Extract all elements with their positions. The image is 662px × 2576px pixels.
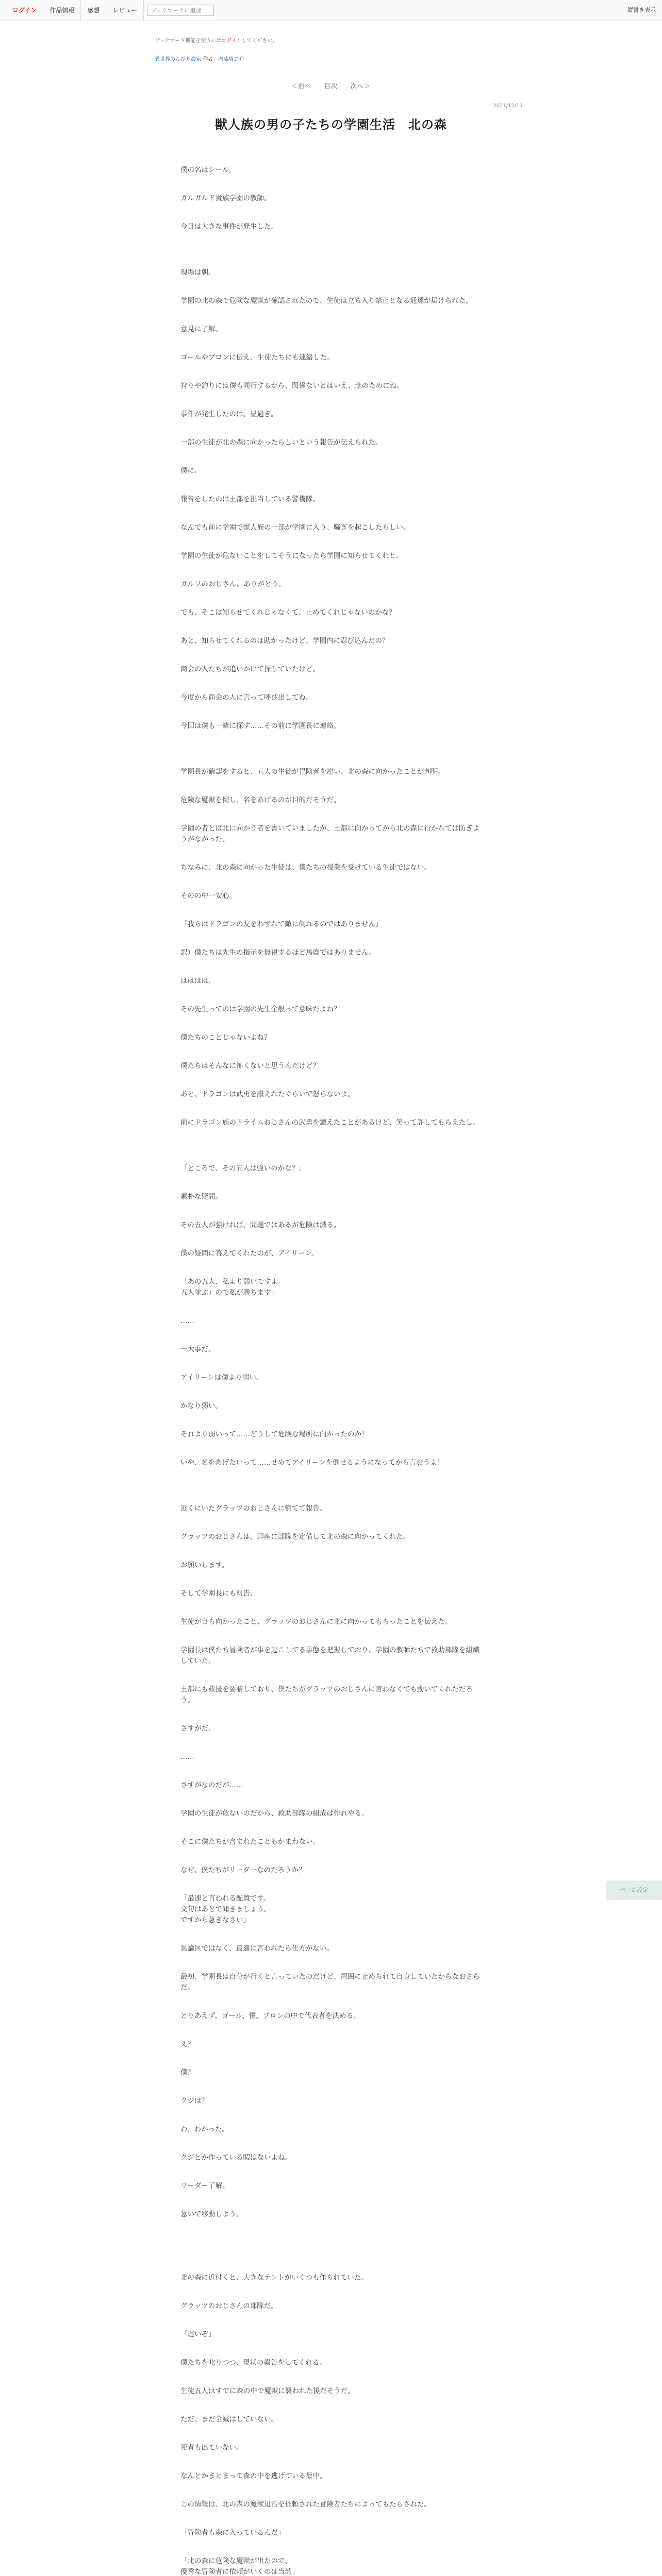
body-paragraph: はははは。: [180, 977, 216, 985]
body-paragraph: ガルガルド貴族学園の教師。: [180, 194, 271, 202]
paragraph-spacer: [180, 232, 485, 250]
paragraph-spacer: [180, 1383, 485, 1401]
body-paragraph: 近くにいたグラッツのおじさんに慌てて報告。: [180, 1504, 327, 1513]
body-paragraph: それより弱いって……どうして危険な場所に向かったのか！: [180, 1430, 369, 1438]
paragraph-spacer: [180, 1876, 485, 1893]
paragraph-spacer: [180, 902, 485, 919]
body-paragraph: わ、わかった。: [180, 2125, 229, 2133]
body-paragraph: そこに僕たちが含まれたこともかまわない。: [180, 1838, 320, 1846]
body-paragraph: 学園長は僕たち冒険者が事を起こしてる事態を把握しており、学園の教師たちで救助部隊を組織していた。: [180, 1646, 480, 1665]
body-paragraph: え？: [180, 2040, 194, 2048]
paragraph-spacer: [180, 1926, 485, 1943]
paragraph-spacer: [180, 732, 485, 749]
paragraph-spacer: [180, 2397, 485, 2414]
paragraph-spacer: [180, 1848, 485, 1865]
bookmark-note-prefix: ブックマーク機能を使うには: [155, 38, 222, 44]
paragraph-spacer: [180, 2078, 485, 2096]
paragraph-spacer: [180, 1440, 485, 1458]
paragraph-spacer: [180, 703, 485, 721]
paragraph-spacer: [180, 2312, 485, 2329]
paragraph-spacer: [180, 204, 485, 222]
bookmark-note: [155, 36, 278, 44]
paragraph-spacer: [180, 2192, 485, 2209]
body-paragraph: そして学園長にも報告。: [180, 1589, 257, 1598]
body-paragraph: 学園の生徒が危ないのだから、救助部隊の組成は作れやる。: [180, 1809, 369, 1818]
paragraph-spacer: [180, 1543, 485, 1560]
paragraph-spacer: [180, 2538, 485, 2556]
paragraph-spacer: [180, 307, 485, 324]
post-date: 2021/12/11: [493, 103, 523, 109]
body-paragraph: 「我らはドラゴンの友をわずれて敵に倒れるのではありません」: [180, 920, 383, 928]
login-link[interactable]: ログイン: [0, 0, 43, 21]
top-bar: [0, 0, 662, 21]
body-paragraph: 前にドラゴン族のドライムおじさんの武勇を讃えたことがあるけど、笑って許してもらえたし。: [180, 1118, 480, 1127]
paragraph-spacer: [180, 1599, 485, 1617]
paragraph-spacer: [180, 1954, 485, 1972]
body-paragraph: 今日は大きな事件が発生した。: [180, 223, 278, 231]
body-paragraph: グラッツのおじさんの部隊だ。: [180, 2302, 278, 2310]
body-paragraph: 「ところで、その五人は強いのかな？」: [180, 1164, 306, 1173]
paragraph-spacer: [180, 1571, 485, 1588]
body-paragraph: 僕？: [180, 2069, 194, 2077]
section-break: [180, 1486, 485, 1503]
paragraph-spacer: [180, 2510, 485, 2528]
paragraph-spacer: [180, 420, 485, 437]
body-paragraph: 僕たちはそんなに怖くないと思うんだけど？: [180, 1062, 320, 1070]
body-paragraph: ガルフのおじさん、ありがとう。: [180, 580, 286, 588]
work-info-link[interactable]: 作品情報: [43, 0, 81, 21]
body-paragraph: グラッツのおじさんは、即座に部隊を定備して北の森に向かってくれた。: [180, 1533, 410, 1541]
paragraph-spacer: [180, 2163, 485, 2181]
paragraph-spacer: [180, 278, 485, 296]
body-paragraph: 学園の者とは北に向かう者を書いていましたが、王都に向かってから北の森に行かれては防ぎようがなかった。: [180, 824, 480, 843]
body-paragraph: 「遅いぞ」: [180, 2330, 216, 2338]
paragraph-spacer: [180, 930, 485, 947]
body-paragraph: その五人が強ければ、問題ではあるが危険は減る。: [180, 1221, 341, 1229]
body-paragraph: でも、そこは知らせてくれじゃなくて、止めてくれじゃないのかな？: [180, 608, 396, 617]
body-paragraph: かなり弱い。: [180, 1402, 222, 1410]
section-break: [180, 1146, 485, 1163]
body-paragraph: リーダー了解。: [180, 2182, 229, 2190]
author-label: 作者：: [203, 57, 219, 62]
series-info: [155, 55, 244, 62]
body-paragraph: ちなみに、北の森に向かった生徒は、僕たちの授業を受けている生徒ではない。: [180, 863, 431, 872]
section-break: [180, 749, 485, 767]
body-paragraph: とりあえず、ゴール、僕、ブロンの中で代表者を決める。: [180, 2012, 360, 2020]
body-paragraph: 最初、学園長は自分が行くと言っていたのだけど、周囲に止められて自身していたからなおさらだ。: [180, 1973, 480, 1992]
body-paragraph: 僕たちを叱りつつ、現状の報告をしてくれる。: [180, 2359, 326, 2367]
body-paragraph: 僕に。: [180, 467, 202, 475]
paragraph-spacer: [180, 777, 485, 795]
body-paragraph: 事件が発生したのは、昼過ぎ。: [180, 410, 278, 418]
body-paragraph: ゴールやブロンに伝え、生徒たちにも連絡した。: [180, 353, 334, 362]
body-paragraph: 僕の名はシール。: [180, 166, 236, 174]
body-paragraph: 学園長が確認をすると、五人の生徒が冒険者を雇い、北の森に向かったことが判明。: [180, 768, 445, 776]
body-paragraph: 急いで移動しよう。: [180, 2210, 243, 2218]
body-paragraph: 狩りや釣りには僕も同行するから、関係ないとはいえ、念のためにね。: [180, 382, 404, 390]
paragraph-spacer: [180, 1100, 485, 1117]
body-paragraph: なんとかまとまって森の中を逃げている最中。: [180, 2472, 327, 2480]
body-paragraph: いや、名をあげたいって……せめてアイリーンを倒せるようになってから言おうよ！: [180, 1459, 444, 1467]
section-break: [180, 2238, 485, 2255]
paragraph-spacer: [180, 1298, 485, 1316]
chapter-nav-top: [0, 81, 662, 90]
paragraph-spacer: [180, 958, 485, 976]
body-paragraph: 僕たちのことじゃないよね？: [180, 1033, 271, 1042]
paragraph-spacer: [180, 1327, 485, 1344]
body-paragraph: さすがなのだが……: [180, 1781, 243, 1789]
body-paragraph: 「北の森に危険な魔獣が出たので、 優秀な冒険者に依頼がいくのは当然」: [180, 2557, 299, 2576]
paragraph-spacer: [180, 363, 485, 381]
body-paragraph: この情報は、北の森の魔獣退治を依頼された冒険者たちによってもたらされた。: [180, 2500, 431, 2509]
review-link[interactable]: レビュー: [106, 0, 144, 21]
paragraph-spacer: [180, 2220, 485, 2238]
body-paragraph: あと、ドラゴンは武勇を讃えれたぐらいで怒らないよ。: [180, 1090, 355, 1098]
paragraph-spacer: [180, 2135, 485, 2153]
body-paragraph: 報告をしたのは王都を担当している警備隊。: [180, 495, 320, 503]
body-paragraph: 「冒険者も森に入っているんだ」: [180, 2529, 285, 2537]
body-paragraph: 北の森に近付くと、大きなテントがいくつも作られていた。: [180, 2274, 368, 2282]
paragraph-spacer: [180, 2050, 485, 2067]
paragraph-spacer: [180, 2453, 485, 2471]
paragraph-spacer: [180, 2340, 485, 2358]
paragraph-spacer: [180, 845, 485, 862]
paragraph-spacer: [180, 806, 485, 823]
body-paragraph: 今回は僕も一緒に探す……その前に学園長に連絡。: [180, 722, 341, 730]
paragraph-spacer: [180, 335, 485, 352]
body-paragraph: 死者も出ていない。: [180, 2444, 243, 2452]
body-paragraph: 訳）僕たちは先生の指示を無視するほど馬鹿ではありません。: [180, 948, 376, 957]
section-break: [180, 250, 485, 267]
paragraph-spacer: [180, 590, 485, 607]
paragraph-spacer: [180, 1734, 485, 1752]
paragraph-spacer: [180, 618, 485, 636]
paragraph-spacer: [180, 1412, 485, 1429]
paragraph-spacer: [180, 1015, 485, 1032]
paragraph-spacer: [180, 1819, 485, 1837]
body-paragraph: アイリーンは僕より弱い。: [180, 1374, 263, 1382]
paragraph-spacer: [180, 1231, 485, 1248]
toc-link[interactable]: 目次: [324, 82, 338, 90]
vertical-display-link[interactable]: 縦書き表示: [627, 7, 656, 13]
paragraph-spacer: [180, 2482, 485, 2499]
paragraph-spacer: [180, 675, 485, 692]
chapter-body: [180, 165, 485, 2576]
body-paragraph: 今度から商会の人に言って呼び出してね。: [180, 693, 313, 702]
paragraph-spacer: [180, 1043, 485, 1061]
paragraph-spacer: [180, 392, 485, 409]
body-paragraph: ……: [180, 1753, 194, 1761]
body-paragraph: さすがだ。: [180, 1724, 216, 1733]
paragraph-spacer: [180, 647, 485, 664]
paragraph-spacer: [180, 1628, 485, 1645]
paragraph-spacer: [180, 1667, 485, 1684]
paragraph-spacer: [180, 1791, 485, 1808]
paragraph-spacer: [180, 2425, 485, 2443]
paragraph-spacer: [180, 477, 485, 494]
body-paragraph: そのの中一安心。: [180, 892, 236, 900]
paragraph-spacer: [180, 873, 485, 891]
bookmark-note-suffix: してください。: [241, 38, 278, 44]
paragraph-spacer: [180, 1993, 485, 2011]
bookmark-button[interactable]: ブックマークに追加: [147, 5, 214, 16]
paragraph-spacer: [180, 562, 485, 579]
body-paragraph: 一部の生徒が北の森に向かったらしいという報告が伝えられた。: [180, 438, 383, 447]
body-paragraph: お願いします。: [180, 1561, 229, 1569]
body-paragraph: 「最速と言われる配置です。 文句はあとで聞きましょう。 ですから急ぎなさい」: [180, 1894, 271, 1924]
body-paragraph: 一大事だ。: [180, 1345, 216, 1353]
paragraph-spacer: [180, 987, 485, 1004]
paragraph-spacer: [180, 1514, 485, 1532]
body-paragraph: 異論区ではなく、最適に言われたら仕方がない。: [180, 1944, 334, 1953]
next-link[interactable]: 次へ＞: [350, 82, 371, 90]
paragraph-spacer: [180, 2368, 485, 2386]
page-settings-button[interactable]: ページ設定: [606, 1880, 662, 1900]
paragraph-spacer: [180, 1072, 485, 1089]
bookmark-login-link[interactable]: ログイン: [221, 38, 242, 44]
paragraph-spacer: [180, 1174, 485, 1192]
paragraph-spacer: [180, 1355, 485, 1372]
paragraph-spacer: [180, 505, 485, 522]
body-paragraph: 「あの五人、私より弱いですよ。 五人並ぶ」ので私が勝ちます」: [180, 1278, 285, 1297]
body-paragraph: その先生ってのは学園の先生全般って意味だよね？: [180, 1005, 341, 1013]
body-paragraph: 商会の人たちが追いかけて探していたけど。: [180, 665, 320, 673]
body-paragraph: なぜ、僕たちがリーダーなのだろうか？: [180, 1866, 306, 1874]
body-paragraph: クジは？: [180, 2097, 208, 2105]
paragraph-spacer: [180, 1468, 485, 1486]
paragraph-spacer: [180, 1128, 485, 1146]
paragraph-spacer: [180, 2022, 485, 2039]
paragraph-spacer: [180, 1762, 485, 1780]
body-paragraph: なんでも前に学園で獣人族の一部が学園に入り、騒ぎを起こしたらしい。: [180, 523, 410, 532]
paragraph-spacer: [180, 1202, 485, 1220]
body-paragraph: 危険な魔獣を倒し、名をあげるのが目的だそうだ。: [180, 796, 341, 804]
body-paragraph: 生徒五人はすでに森の中で魔獣に襲われた後だそうだ。: [180, 2387, 355, 2395]
body-paragraph: あと、知らせてくれるのは助かったけど、学園内に忍び込んだの？: [180, 637, 389, 645]
work-title-link[interactable]: 異世界のんびり農家: [155, 57, 201, 62]
body-paragraph: 学園の生徒が危ないことをしてそうになったら学園に知らせてくれと。: [180, 552, 403, 560]
paragraph-spacer: [180, 1259, 485, 1277]
paragraph-spacer: [180, 2107, 485, 2124]
body-paragraph: 学園の北の森で危険な魔獣が確認されたので、生徒は立ち入り禁止となる通達が届けられた。: [180, 297, 473, 305]
body-paragraph: 現場は朝。: [180, 268, 216, 277]
body-paragraph: 生徒が自ら向かったこと、グラッツのおじさんに北に向かってもらったことを伝えた。: [180, 1618, 452, 1626]
body-paragraph: ……: [180, 1317, 194, 1325]
body-paragraph: 僕の疑問に答えてくれたのが、アイリーン。: [180, 1249, 319, 1258]
body-paragraph: 素朴な疑問。: [180, 1193, 222, 1201]
paragraph-spacer: [180, 448, 485, 466]
prev-link[interactable]: ＜前へ: [291, 82, 312, 90]
body-paragraph: ただ、まだ全滅はしていない。: [180, 2415, 278, 2424]
paragraph-spacer: [180, 2283, 485, 2301]
paragraph-spacer: [180, 533, 485, 551]
body-paragraph: 意見に了解。: [180, 325, 222, 333]
section-break: [180, 2255, 485, 2273]
body-paragraph: クジとか作っている暇はないよね。: [180, 2154, 292, 2162]
author-link[interactable]: 内藤騎之介: [218, 57, 244, 62]
chapter-title: 獣人族の男の子たちの学園生活 北の森: [215, 117, 447, 132]
impressions-link[interactable]: 感想: [81, 0, 106, 21]
paragraph-spacer: [180, 176, 485, 193]
body-paragraph: 王都にも救援を要請しており、僕たちがグラッツのおじさんに言わなくても動いてくれただろう。: [180, 1685, 473, 1704]
paragraph-spacer: [180, 1706, 485, 1723]
